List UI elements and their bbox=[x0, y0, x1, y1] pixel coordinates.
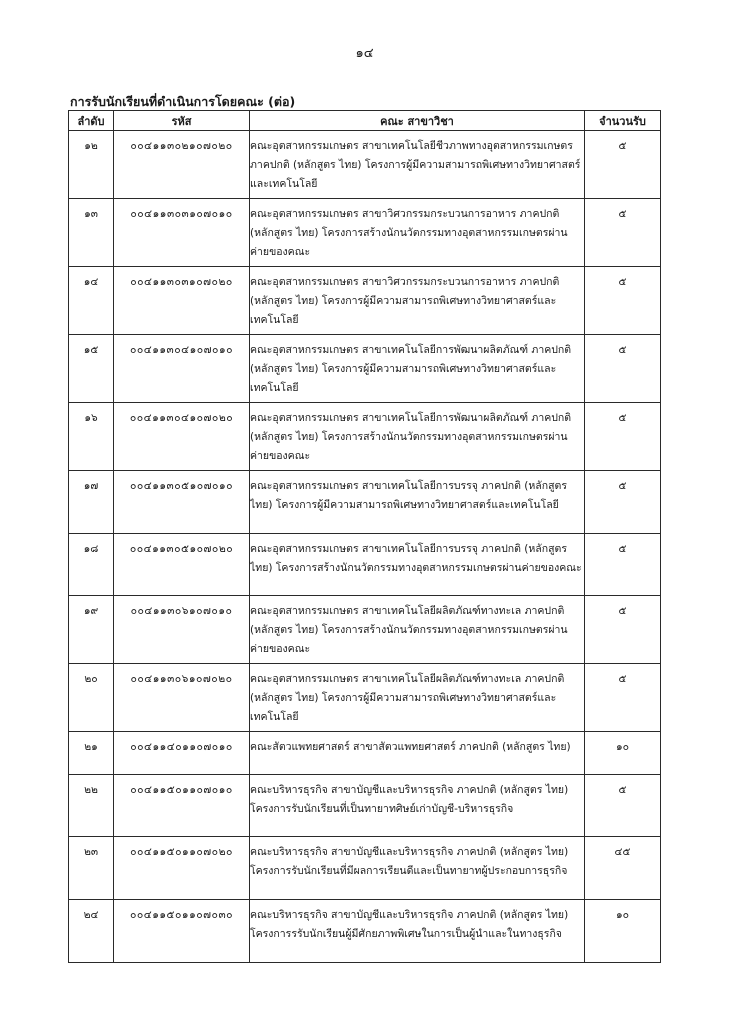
table-row bbox=[69, 837, 661, 900]
row-count: ๑๐ bbox=[585, 732, 661, 775]
page-number: ๑๔ bbox=[355, 46, 374, 61]
row-count: ๔๕ bbox=[585, 837, 661, 900]
admissions-table bbox=[68, 110, 661, 963]
row-code: ๐๐๔๑๑๔๐๑๑๐๗๐๑๐ bbox=[114, 732, 250, 775]
row-seq: ๑๘ bbox=[69, 534, 114, 596]
row-seq: ๑๗ bbox=[69, 471, 114, 534]
table-body bbox=[69, 131, 661, 963]
header-seq: ลำดับ bbox=[69, 111, 114, 131]
row-seq: ๑๙ bbox=[69, 596, 114, 664]
row-program: คณะสัตวแพทยศาสตร์ สาขาสัตวแพทยศาสตร์ ภาคปกติ (หลักสูตร ไทย) bbox=[250, 732, 585, 775]
row-code: ๐๐๔๑๑๓๐๕๑๐๗๐๑๐ bbox=[114, 471, 250, 534]
row-count: ๕ bbox=[585, 199, 661, 267]
row-program: คณะบริหารธุรกิจ สาขาบัญชีและบริหารธุรกิจ ภาคปกติ (หลักสูตร ไทย) โครงการรรับนักเรียนผู้มีศักยภาพพิเศษในการเป็นผู้นำและในทางธุรกิจ bbox=[250, 900, 585, 963]
header-program: คณะ สาขาวิชา bbox=[250, 111, 585, 131]
row-program: คณะบริหารธุรกิจ สาขาบัญชีและบริหารธุรกิจ ภาคปกติ (หลักสูตร ไทย) โครงการรับนักเรียนที่เป็นทายาทศิษย์เก่าบัญชี-บริหารธุรกิจ bbox=[250, 775, 585, 837]
row-count: ๕ bbox=[585, 267, 661, 335]
row-code: ๐๐๔๑๑๕๐๑๑๐๗๐๒๐ bbox=[114, 837, 250, 900]
row-program: คณะอุตสาหกรรมเกษตร สาขาเทคโนโลยีการบรรจุ ภาคปกติ (หลักสูตร ไทย) โครงการสร้างนักนวัตกรรมทางอุตสาหกรรมเกษตรผ่านค่ายของคณะ bbox=[250, 534, 585, 596]
row-code: ๐๐๔๑๑๓๐๔๑๐๗๐๒๐ bbox=[114, 403, 250, 471]
header-code: รหัส bbox=[114, 111, 250, 131]
row-program: คณะอุตสาหกรรมเกษตร สาขาเทคโนโลยีชีวภาพทางอุตสาหกรรมเกษตร ภาคปกติ (หลักสูตร ไทย) โครงการผู้มีความสามารถพิเศษทางวิทยาศาสตร์และเทคโนโลยี bbox=[250, 131, 585, 199]
row-seq: ๑๒ bbox=[69, 131, 114, 199]
row-seq: ๑๓ bbox=[69, 199, 114, 267]
row-program: คณะอุตสาหกรรมเกษตร สาขาเทคโนโลยีการบรรจุ ภาคปกติ (หลักสูตร ไทย) โครงการผู้มีความสามารถพิเศษทางวิทยาศาสตร์และเทคโนโลยี bbox=[250, 471, 585, 534]
row-program: คณะอุตสาหกรรมเกษตร สาขาเทคโนโลยีผลิตภัณฑ์ทางทะเล ภาคปกติ (หลักสูตร ไทย) โครงการผู้มีความสามารถพิเศษทางวิทยาศาสตร์และเทคโนโลยี bbox=[250, 664, 585, 732]
row-count: ๑๐ bbox=[585, 900, 661, 963]
table-row bbox=[69, 534, 661, 596]
row-program: คณะอุตสาหกรรมเกษตร สาขาวิศวกรรมกระบวนการอาหาร ภาคปกติ (หลักสูตร ไทย) โครงการสร้างนักนวัตกรรมทางอุตสาหกรรมเกษตรผ่านค่ายของคณะ bbox=[250, 199, 585, 267]
header-count: จำนวนรับ bbox=[585, 111, 661, 131]
row-count: ๕ bbox=[585, 471, 661, 534]
row-count: ๕ bbox=[585, 596, 661, 664]
table-header-row bbox=[69, 111, 661, 131]
row-code: ๐๐๔๑๑๓๐๓๑๐๗๐๑๐ bbox=[114, 199, 250, 267]
table-row bbox=[69, 131, 661, 199]
row-seq: ๑๕ bbox=[69, 335, 114, 403]
row-count: ๕ bbox=[585, 664, 661, 732]
table-row bbox=[69, 199, 661, 267]
table-row bbox=[69, 775, 661, 837]
row-program: คณะอุตสาหกรรมเกษตร สาขาวิศวกรรมกระบวนการอาหาร ภาคปกติ (หลักสูตร ไทย) โครงการผู้มีความสามารถพิเศษทางวิทยาศาสตร์และเทคโนโลยี bbox=[250, 267, 585, 335]
row-program: คณะอุตสาหกรรมเกษตร สาขาเทคโนโลยีผลิตภัณฑ์ทางทะเล ภาคปกติ (หลักสูตร ไทย) โครงการสร้างนักนวัตกรรมทางอุตสาหกรรมเกษตรผ่านค่ายของคณะ bbox=[250, 596, 585, 664]
table-row bbox=[69, 732, 661, 775]
row-code: ๐๐๔๑๑๓๐๕๑๐๗๐๒๐ bbox=[114, 534, 250, 596]
table-row bbox=[69, 403, 661, 471]
row-count: ๕ bbox=[585, 775, 661, 837]
table-row bbox=[69, 335, 661, 403]
table-row bbox=[69, 471, 661, 534]
row-program: คณะบริหารธุรกิจ สาขาบัญชีและบริหารธุรกิจ ภาคปกติ (หลักสูตร ไทย) โครงการรับนักเรียนที่มีผลการเรียนดีและเป็นทายาทผู้ประกอบการธุรกิจ bbox=[250, 837, 585, 900]
row-count: ๕ bbox=[585, 534, 661, 596]
row-seq: ๒๑ bbox=[69, 732, 114, 775]
table-row bbox=[69, 664, 661, 732]
table-row bbox=[69, 900, 661, 963]
row-count: ๕ bbox=[585, 403, 661, 471]
row-code: ๐๐๔๑๑๓๐๒๑๐๗๐๒๐ bbox=[114, 131, 250, 199]
row-count: ๕ bbox=[585, 131, 661, 199]
row-code: ๐๐๔๑๑๓๐๔๑๐๗๐๑๐ bbox=[114, 335, 250, 403]
row-count: ๕ bbox=[585, 335, 661, 403]
row-seq: ๒๔ bbox=[69, 900, 114, 963]
row-code: ๐๐๔๑๑๓๐๖๑๐๗๐๒๐ bbox=[114, 664, 250, 732]
section-title: การรับนักเรียนที่ดำเนินการโดยคณะ (ต่อ) bbox=[70, 94, 296, 109]
row-code: ๐๐๔๑๑๓๐๖๑๐๗๐๑๐ bbox=[114, 596, 250, 664]
table-row bbox=[69, 267, 661, 335]
row-program: คณะอุตสาหกรรมเกษตร สาขาเทคโนโลยีการพัฒนาผลิตภัณฑ์ ภาคปกติ (หลักสูตร ไทย) โครงการสร้างนักนวัตกรรมทางอุตสาหกรรมเกษตรผ่านค่ายของคณะ bbox=[250, 403, 585, 471]
row-seq: ๑๔ bbox=[69, 267, 114, 335]
row-code: ๐๐๔๑๑๓๐๓๑๐๗๐๒๐ bbox=[114, 267, 250, 335]
row-code: ๐๐๔๑๑๕๐๑๑๐๗๐๓๐ bbox=[114, 900, 250, 963]
row-code: ๐๐๔๑๑๕๐๑๑๐๗๐๑๐ bbox=[114, 775, 250, 837]
row-seq: ๒๒ bbox=[69, 775, 114, 837]
row-seq: ๒๓ bbox=[69, 837, 114, 900]
row-seq: ๑๖ bbox=[69, 403, 114, 471]
table-row bbox=[69, 596, 661, 664]
row-program: คณะอุตสาหกรรมเกษตร สาขาเทคโนโลยีการพัฒนาผลิตภัณฑ์ ภาคปกติ (หลักสูตร ไทย) โครงการผู้มีความสามารถพิเศษทางวิทยาศาสตร์และเทคโนโลยี bbox=[250, 335, 585, 403]
row-seq: ๒๐ bbox=[69, 664, 114, 732]
